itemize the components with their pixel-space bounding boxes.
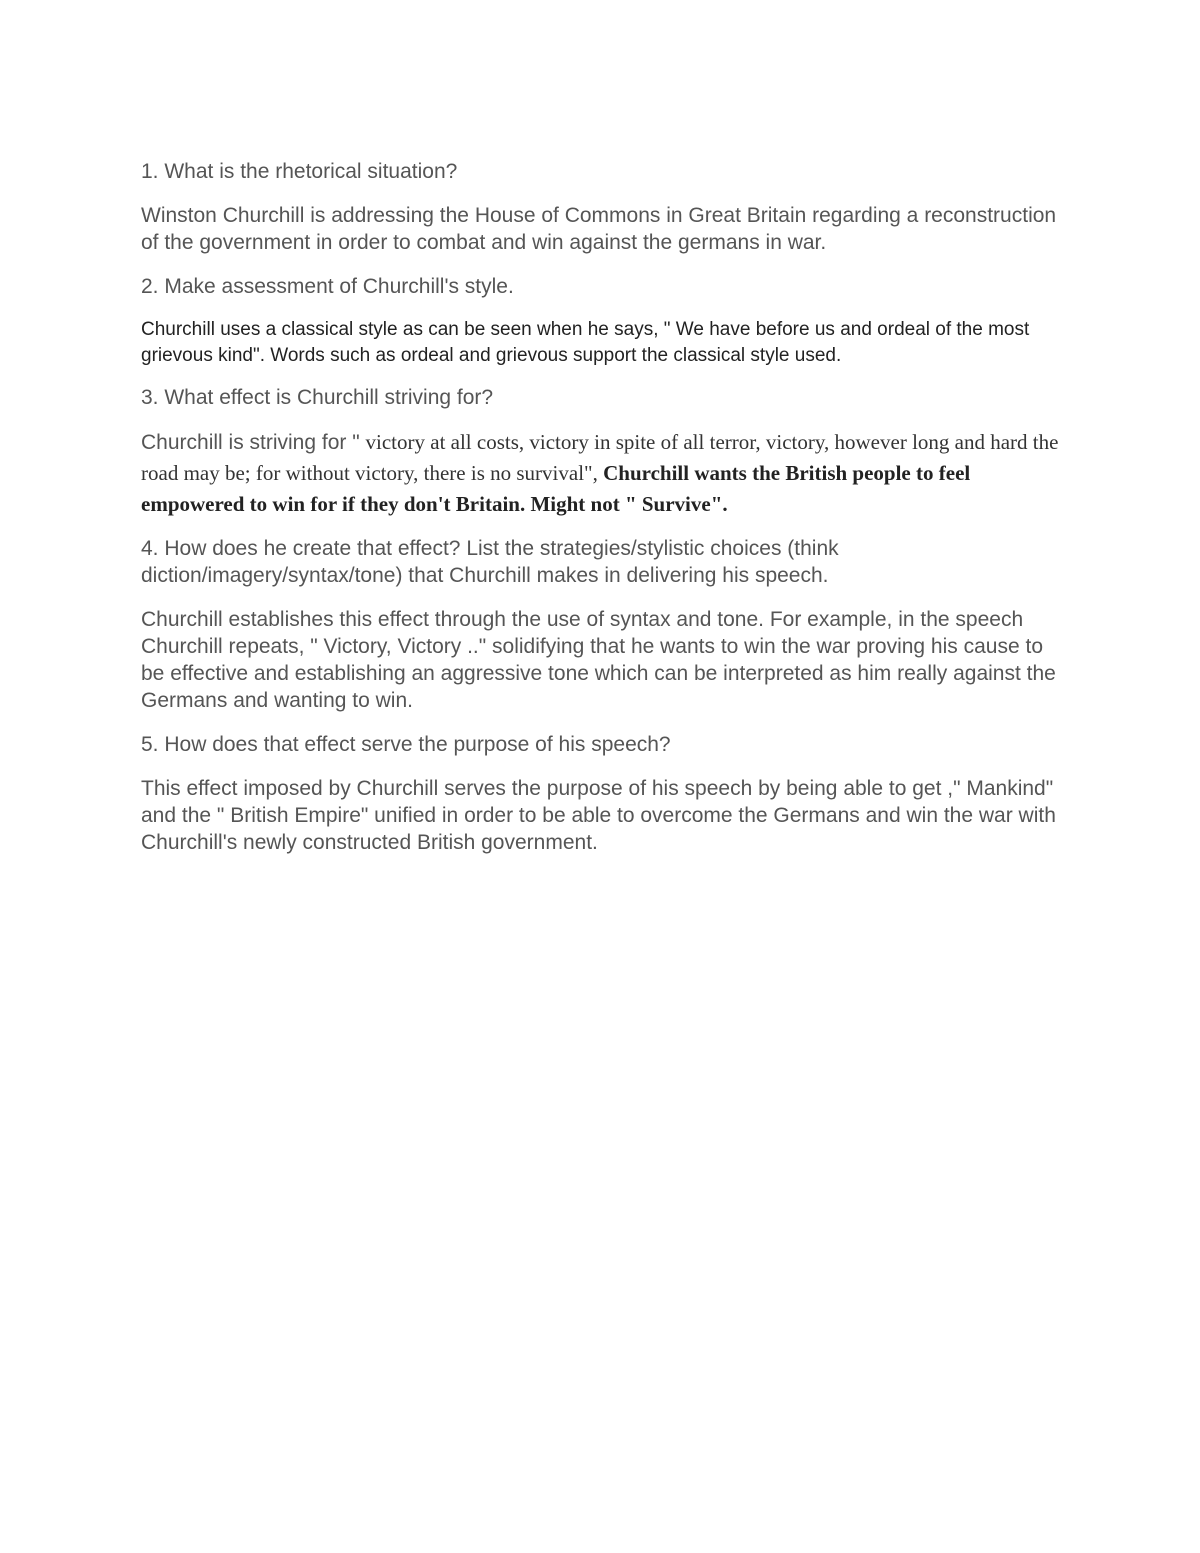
answer-4: Churchill establishes this effect through the use of syntax and tone. For example, in the speech Churchill repeats, " Victory, Victory .." solidifying that he wants to win the war proving his cause to be effective and establishing an aggressive tone which can be interpreted as him really against the Germans and wanting to win. <box>141 608 1056 712</box>
answer-3-quote: victory at all costs, victory in spite of all terror, victory, however long and hard the road may be; for without victory, there is no survival", <box>141 430 1059 485</box>
answer-3 <box>141 428 1066 521</box>
question-3: 3. What effect is Churchill striving for? <box>141 386 494 409</box>
answer-1: Winston Churchill is addressing the House of Commons in Great Britain regarding a reconstruction of the government in order to combat and win against the germans in war. <box>141 204 1057 254</box>
answer-3-bold: Churchill wants the British people to feel empowered to win for if they don't Britain. Might not " Survive". <box>141 461 971 516</box>
question-1: 1. What is the rhetorical situation? <box>141 160 458 183</box>
answer-2: Churchill uses a classical style as can be seen when he says, " We have before us and ordeal of the most grievous kind". Words such as ordeal and grievous support the classical style used. <box>141 319 1030 366</box>
document-body <box>141 158 1066 873</box>
question-2: 2. Make assessment of Churchill's style. <box>141 275 514 298</box>
answer-5: This effect imposed by Churchill serves the purpose of his speech by being able to get ," Mankind" and the " British Empire" unified in order to be able to overcome the Germans and win the war with Churchill's newly constructed British government. <box>141 777 1056 854</box>
answer-3-lead: Churchill is striving for " <box>141 431 366 454</box>
question-4: 4. How does he create that effect? List the strategies/stylistic choices (think diction/imagery/syntax/tone) that Churchill makes in delivering his speech. <box>141 537 839 587</box>
question-5: 5. How does that effect serve the purpose of his speech? <box>141 733 671 756</box>
